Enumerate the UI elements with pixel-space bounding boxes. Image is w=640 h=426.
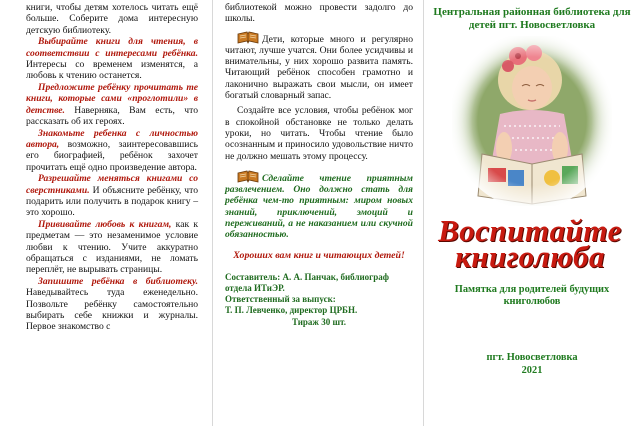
credit-line: Составитель: А. А. Панчак, библиограф отдела ИТиЭР. — [225, 271, 390, 293]
title-line-2: книголюба — [455, 239, 605, 274]
library-name: Центральная районная библиотека для детей пгт. Новосветловка — [433, 6, 631, 31]
paragraph: книги, чтобы детям хотелось читать ещё больше. Соберите дома интересную детскую библиотеку. — [26, 2, 198, 36]
paragraph: Создайте все условия, чтобы ребёнок мог в спокойной обстановке не только делать уроки, но читать. Чтобы чтение было осознанным и приносило удовольствие ничто не должно мешать этому процессу. — [225, 105, 413, 162]
body-text: Интересы со временем изменятся, а любовь к чтению останется. — [26, 58, 198, 82]
body-text: Наведывайтесь туда еженедельно. Позвольте ребёнку самостоятельно выбирать себе книжки и журналы. Первое знакомство с — [26, 287, 198, 333]
body-text: возможно, заинтересовавшись его биографией, ребёнок захочет прочитать ещё одно произведение автора. — [26, 139, 198, 173]
paragraph — [26, 219, 198, 275]
child-reading-photo — [452, 36, 612, 206]
title-line-1: Воспитайте — [438, 213, 622, 248]
body-text: И объясните ребёнку, что подарить или получить в подарок книгу – это хорошо. — [26, 184, 198, 219]
paragraph — [26, 128, 198, 173]
subtitle: Памятка для родителей будущих книголюбов — [454, 284, 610, 307]
paragraph — [225, 31, 413, 102]
wish-text: Хороших вам книг и читающих детей! — [233, 250, 405, 262]
left-column — [0, 0, 213, 426]
credits — [225, 272, 413, 328]
paragraph — [26, 276, 198, 332]
cover-column — [424, 0, 640, 426]
town-name: пгт. Новосветловка — [486, 352, 578, 363]
paragraph — [26, 173, 198, 218]
credit-line: Т. П. Левченко, директор ЦРБН. — [225, 305, 358, 316]
highlight-text: Выбирайте книги для чтения, в соответствии с интересами ребёнка. — [26, 36, 198, 59]
body-text: как к предметам — это незаменимое условие любви к чтению. Учите аккуратно обращаться с изданиями, не ломать переплёт, не вырывать страницы. — [26, 219, 198, 276]
highlight-text: Запишите ребёнка в библиотеку. — [38, 276, 198, 288]
credit-line: Ответственный за выпуск: — [225, 294, 336, 305]
highlight-text: Знакомьте ребенка с личностью автора, — [26, 127, 198, 151]
paragraph — [26, 36, 198, 81]
book-icon — [237, 31, 259, 44]
body-text: Дети, которые много и регулярно читают, лучше учатся. Они более усидчивы и внимательны, у них хорошо развита память. Читающий ребёнок способен грамотно и лаконично выражать свои мысли, он имеет богатый словарный запас. — [225, 33, 413, 102]
highlight-text: Предложите ребёнку прочитать те книги, которые сами «проглотили» в детстве. — [26, 82, 198, 116]
credit-line: Тираж 30 шт. — [291, 316, 347, 327]
middle-column — [213, 0, 424, 426]
green-text: Сделайте чтение приятным развлечением. Оно должно стать для ребёнка чем-то приятным: миром новых знаний, приключений, эмоций и переживаний, а не наказанием или скучной обязанностью. — [225, 172, 413, 241]
paragraph — [26, 82, 198, 127]
book-icon — [237, 170, 259, 183]
highlight-text: Прививайте любовь к книгам, — [38, 219, 172, 231]
paragraph: библиотекой можно провести задолго до школы. — [225, 2, 413, 25]
paragraph — [225, 170, 413, 241]
highlight-text: Разрешайте меняться книгами со сверстниками. — [26, 173, 198, 196]
year: 2021 — [521, 365, 543, 376]
body-text: Наверняка, Вам есть, что рассказать об их героях. — [26, 104, 198, 127]
